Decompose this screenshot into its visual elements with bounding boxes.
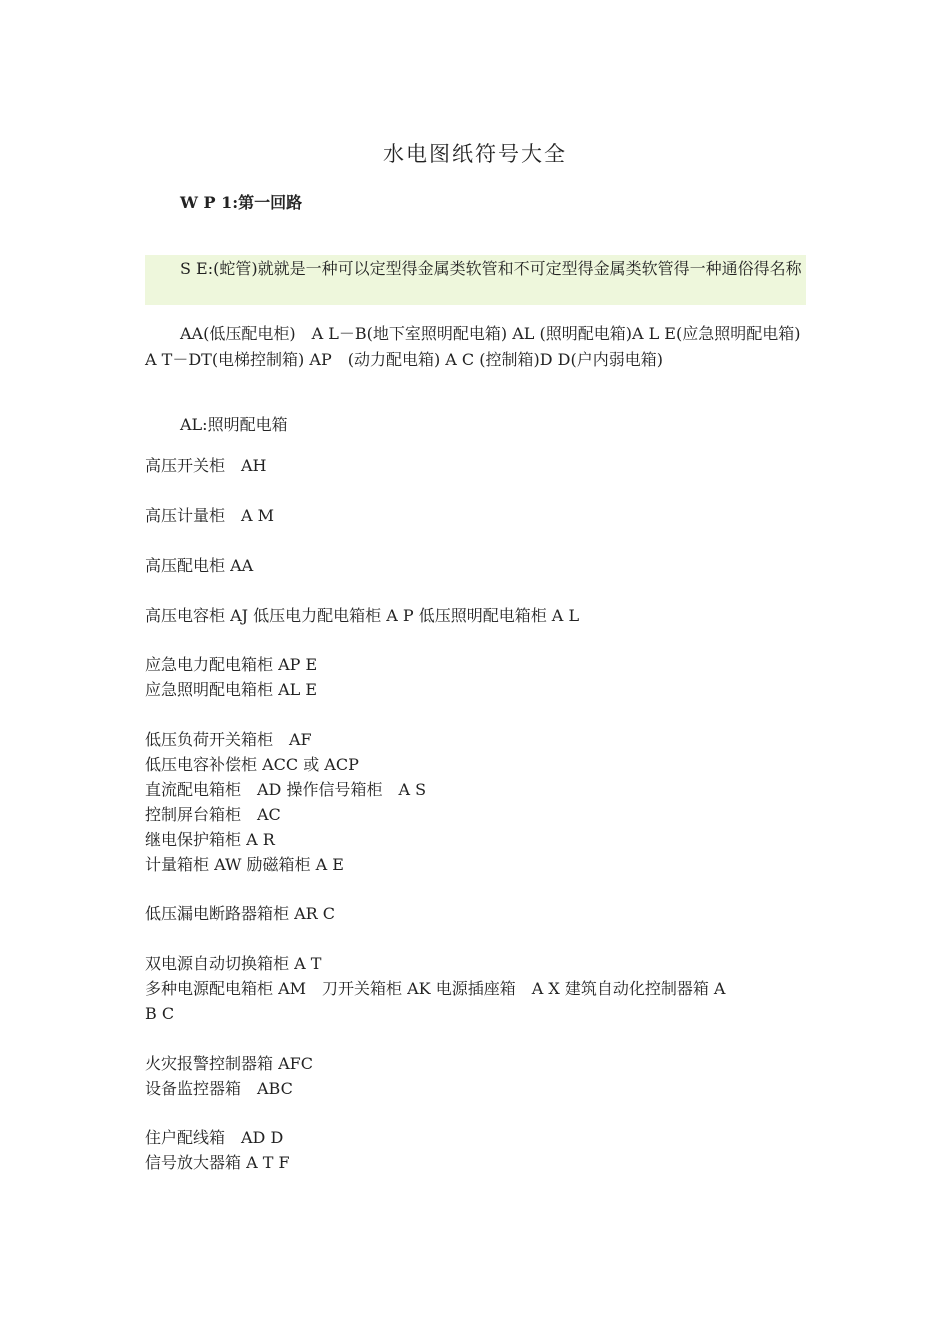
symbol-line: 高压开关柜 AH [145,456,267,475]
symbol-line: 低压电容补偿柜 ACC 或 ACP [145,755,359,774]
symbol-line: 信号放大器箱 A T F [145,1153,290,1172]
symbol-line: 火灾报警控制器箱 AFC [145,1054,313,1073]
symbol-line: 多种电源配电箱柜 AM 刀开关箱柜 AK 电源插座箱 A X 建筑自动化控制器箱 A [145,979,726,998]
se-paragraph: S E:(蛇管)就就是一种可以定型得金属类软管和不可定型得金属类软管得一种通俗得名称 [180,259,802,278]
symbol-line: 高压计量柜 A M [145,506,275,525]
symbol-line: 应急照明配电箱柜 AL E [145,680,318,699]
intro-paragraph: AA(低压配电柜) A L－B(地下室照明配电箱) AL (照明配电箱)A L E(应急照明配电箱) A T－DT(电梯控制箱) AP (动力配电箱) A C (控制箱)D D(户内弱电箱) [145,324,801,369]
document-title: 水电图纸符号大全 [383,142,567,166]
symbol-line: B C [145,1004,175,1023]
symbol-line: 高压配电柜 AA [145,556,254,575]
symbol-line: 低压漏电断路器箱柜 AR C [145,904,336,923]
symbol-line: 双电源自动切换箱柜 A T [145,954,322,973]
al-line: AL:照明配电箱 [180,415,288,434]
heading-wp1: W P 1:第一回路 [180,193,303,212]
symbol-line: 继电保护箱柜 A R [145,830,275,849]
symbol-line: 住户配线箱 AD D [145,1128,284,1147]
symbol-line: 应急电力配电箱柜 AP E [145,655,318,674]
symbol-line: 高压电容柜 AJ 低压电力配电箱柜 A P 低压照明配电箱柜 A L [145,606,580,625]
symbol-line: 设备监控器箱 ABC [145,1079,293,1098]
symbol-line: 控制屏台箱柜 AC [145,805,281,824]
symbol-line: 直流配电箱柜 AD 操作信号箱柜 A S [145,780,427,799]
symbol-line: 计量箱柜 AW 励磁箱柜 A E [145,855,344,874]
symbol-line: 低压负荷开关箱柜 AF [145,730,312,749]
